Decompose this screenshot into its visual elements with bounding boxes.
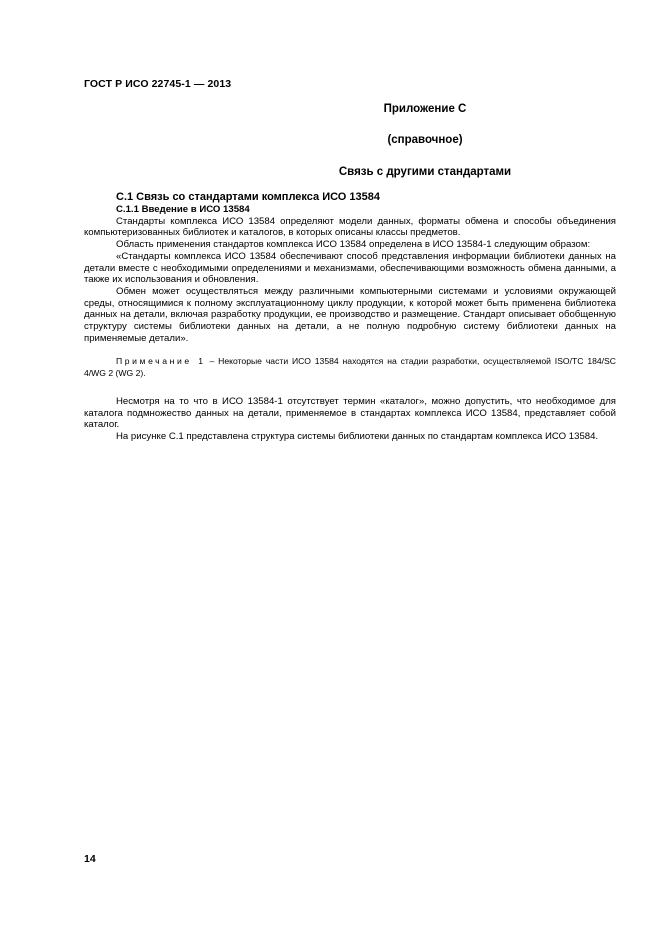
page-number: 14	[84, 853, 96, 865]
paragraph: Обмен может осуществляться между различными компьютерными системами и условиями окружающей среды, относящимися к полному эксплуатационному циклу продукции, к которой может быть применена библиотека данных на детали, включая разработку продукции, ее производство и размещение. Стандарт описывает обобщенную структуру системы библиотеки данных на детали, а не полную подробную систему библиотеки данных на применяемые детали».	[84, 285, 616, 344]
appendix-kind: (справочное)	[387, 134, 463, 146]
paragraph: «Стандарты комплекса ИСО 13584 обеспечивают способ представления информации библиотеки данных на детали вместе с необходимыми определениями и механизмами, обеспечивающими возможность обмена данными, а также их использования и обновления.	[84, 250, 616, 286]
section-heading: С.1 Связь со стандартами комплекса ИСО 13584	[116, 191, 380, 203]
paragraph: На рисунке С.1 представлена структура системы библиотеки данных по стандартам комплекса ИСО 13584.	[116, 430, 599, 442]
document-code: ГОСТ Р ИСО 22745-1 — 2013	[84, 78, 232, 90]
paragraph: Область применения стандартов комплекса ИСО 13584 определена в ИСО 13584-1 следующим образом:	[116, 239, 591, 251]
note	[84, 356, 616, 379]
note-label: Примечание 1	[116, 356, 206, 367]
paragraph: Несмотря на то что в ИСО 13584-1 отсутствует термин «каталог», можно допустить, что необходимое для каталога подмножество данных на детали, применяемое в стандартах комплекса ИСО 13584, представляет собой каталог.	[84, 395, 616, 431]
note-text: – Некоторые части ИСО 13584 находятся на стадии разработки, осуществляемой ISO/TC 184/SC 4/WG 2 (WG 2).	[84, 356, 616, 379]
appendix-name: Связь с другими стандартами	[338, 166, 512, 178]
paragraph: Стандарты комплекса ИСО 13584 определяют модели данных, форматы обмена и способы объединения компьютеризованных библиотек и каталогов, в которых описаны классы предметов.	[84, 215, 616, 239]
appendix-title: Приложение С	[383, 103, 467, 115]
subsection-heading: С.1.1 Введение в ИСО 13584	[116, 204, 250, 215]
main-content	[84, 191, 616, 443]
